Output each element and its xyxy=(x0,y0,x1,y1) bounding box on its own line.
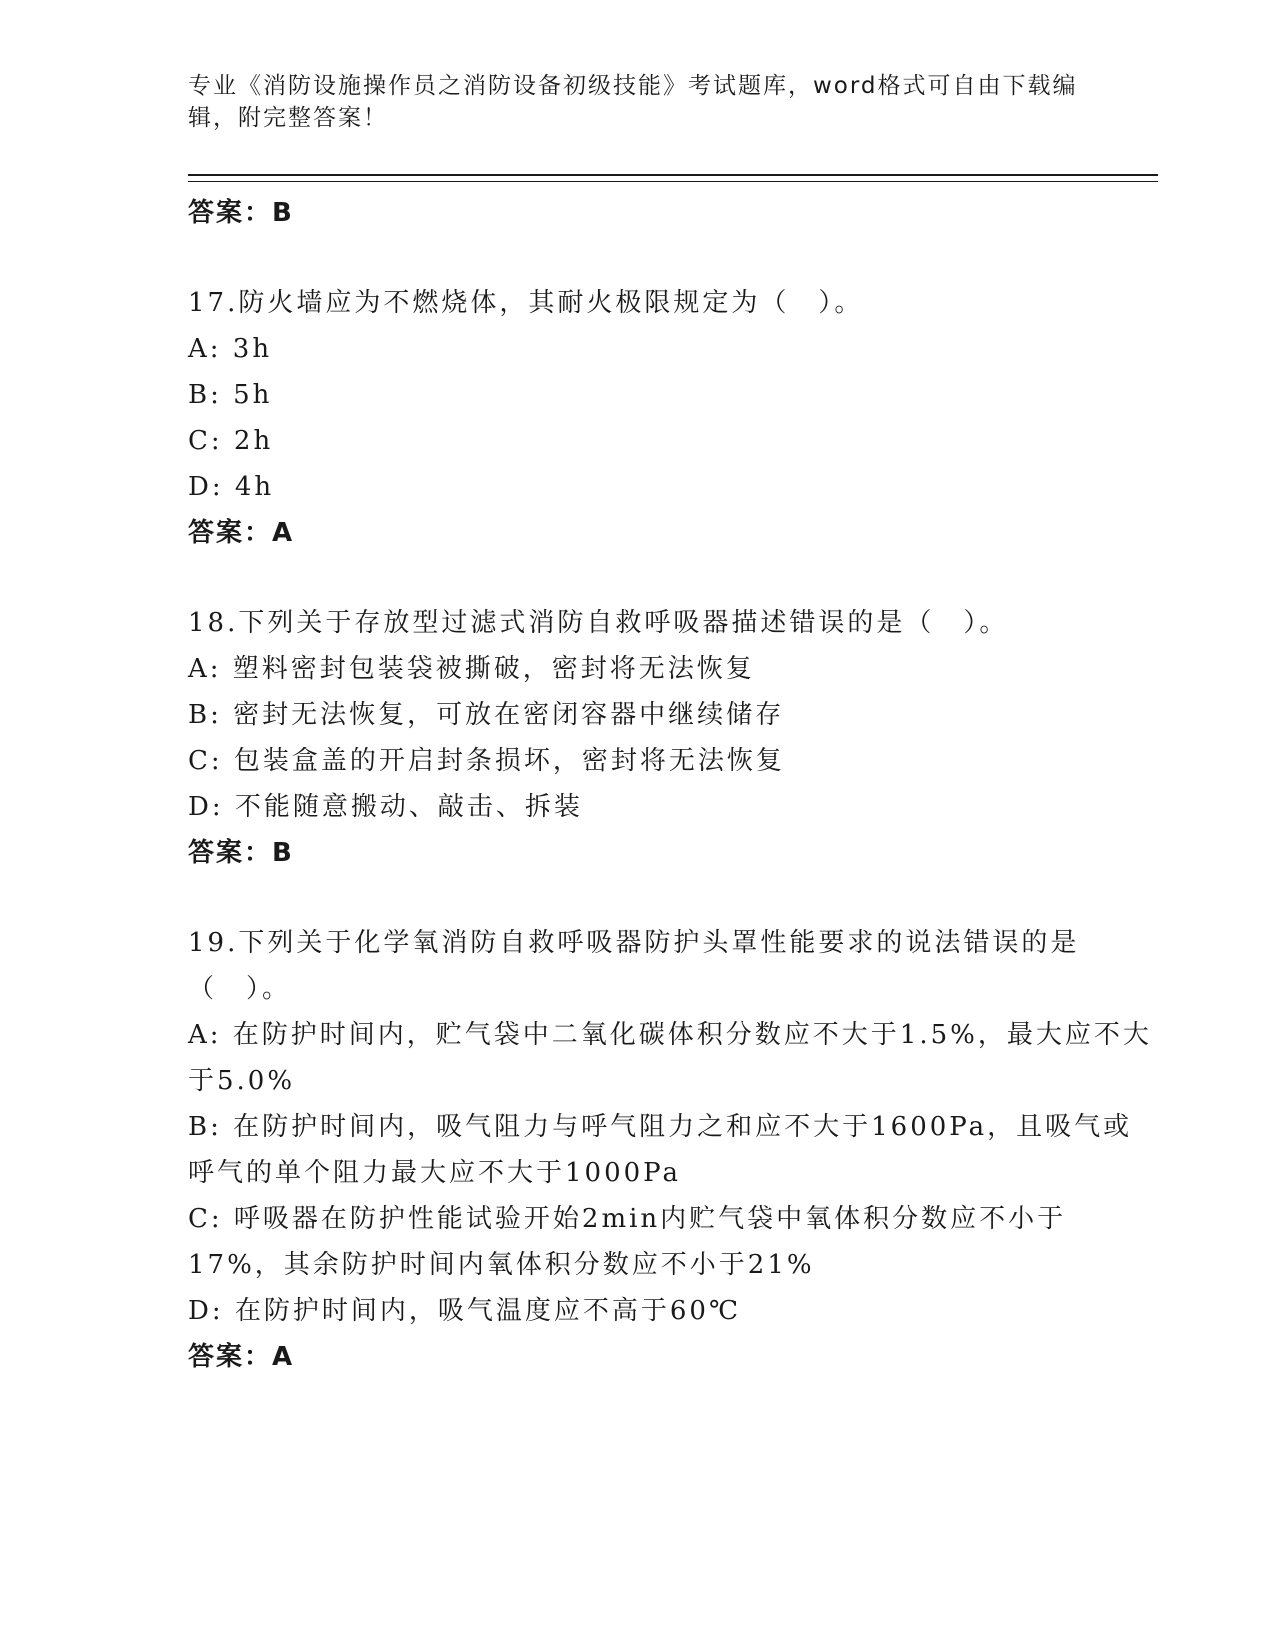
option-b: B: 5h xyxy=(188,380,273,410)
question-stem: 17.防火墙应为不燃烧体，其耐火极限规定为（ ）。 xyxy=(188,288,864,318)
question-18 xyxy=(188,600,1158,876)
option-c: C: 2h xyxy=(188,426,274,456)
option-d: D: 不能随意搬动、敲击、拆装 xyxy=(188,792,583,822)
document-header: 专业《消防设施操作员之消防设备初级技能》考试题库，word格式可自由下载编辑，附完整答案！ xyxy=(188,73,1078,131)
option-c: C: 包装盒盖的开启封条损坏，密封将无法恢复 xyxy=(188,746,785,776)
option-c: C: 呼吸器在防护性能试验开始2min内贮气袋中氧体积分数应不小于17%，其余防护时间内氧体积分数应不小于21% xyxy=(188,1204,1067,1280)
question-stem: 18.下列关于存放型过滤式消防自救呼吸器描述错误的是（ ）。 xyxy=(188,608,1009,638)
option-d: D: 在防护时间内，吸气温度应不高于60℃ xyxy=(188,1296,742,1326)
option-a: A: 3h xyxy=(188,334,273,364)
document-page xyxy=(188,70,1158,1380)
question-19 xyxy=(188,920,1158,1380)
option-b: B: 在防护时间内，吸气阻力与呼气阻力之和应不大于1600Pa，且吸气或呼气的单个阻力最大应不大于1000Pa xyxy=(188,1112,1133,1188)
question-stem: 19.下列关于化学氧消防自救呼吸器防护头罩性能要求的说法错误的是（ ）。 xyxy=(188,928,1080,1004)
option-d: D: 4h xyxy=(188,472,275,502)
header-divider xyxy=(188,174,1158,182)
option-b: B: 密封无法恢复，可放在密闭容器中继续储存 xyxy=(188,700,785,730)
question-answer: 答案：A xyxy=(188,518,295,548)
question-answer: 答案：A xyxy=(188,1342,295,1372)
question-answer: 答案：B xyxy=(188,838,294,868)
question-17 xyxy=(188,280,1158,556)
option-a: A: 在防护时间内，贮气袋中二氧化碳体积分数应不大于1.5%，最大应不大于5.0% xyxy=(188,1020,1152,1096)
option-a: A: 塑料密封包装袋被撕破，密封将无法恢复 xyxy=(188,654,755,684)
previous-answer: 答案：B xyxy=(188,198,294,228)
